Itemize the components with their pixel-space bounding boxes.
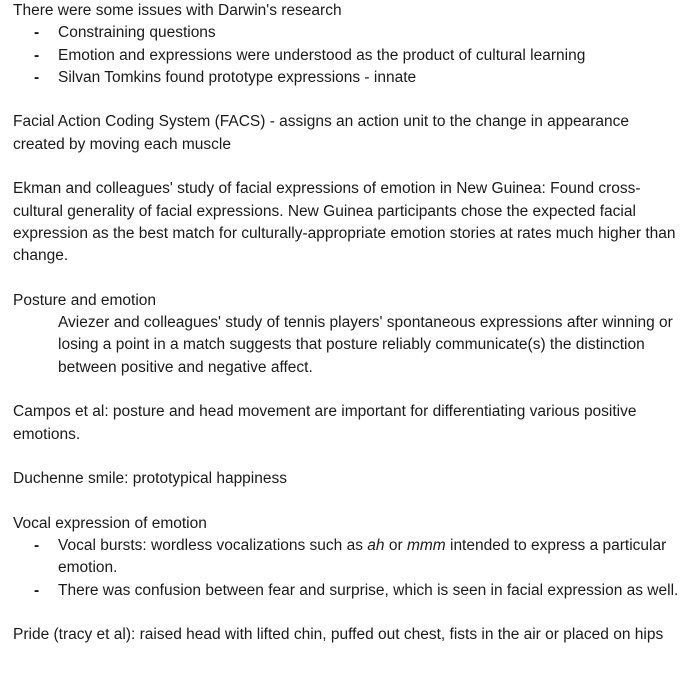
emphasis-text: mmm bbox=[406, 537, 446, 555]
list-item bbox=[34, 535, 683, 580]
duchenne-paragraph: Duchenne smile: prototypical happiness bbox=[13, 470, 287, 488]
text-run: Vocal bursts: wordless vocalizations such as bbox=[58, 537, 368, 555]
dash-bullet: - bbox=[34, 537, 40, 555]
spacer bbox=[13, 379, 683, 401]
spacer bbox=[13, 89, 683, 111]
list-item-text: Emotion and expressions were understood as the product of cultural learning bbox=[58, 46, 586, 64]
vocal-bullet-list bbox=[13, 535, 683, 602]
spacer bbox=[13, 491, 683, 513]
posture-paragraph: Aviezer and colleagues' study of tennis players' spontaneous expressions after winning or losing a point in a match suggests that posture reliably communicate(s) the distinction between positive and negative affect. bbox=[58, 314, 673, 376]
list-item bbox=[34, 22, 683, 44]
list-item bbox=[34, 67, 683, 89]
list-item-text: Constraining questions bbox=[58, 24, 216, 42]
text-run: or bbox=[384, 537, 407, 555]
list-item-text: There was confusion between fear and surprise, which is seen in facial expression as well. bbox=[58, 581, 679, 599]
spacer bbox=[13, 602, 683, 624]
spacer bbox=[13, 446, 683, 468]
emphasis-text: ah bbox=[367, 537, 385, 555]
dash-bullet: - bbox=[34, 46, 40, 64]
spacer bbox=[13, 268, 683, 290]
text-run: intended to express a particular emotion. bbox=[58, 537, 667, 577]
pride-paragraph: Pride (tracy et al): raised head with lifted chin, puffed out chest, fists in the air or placed on hips bbox=[13, 626, 664, 644]
dash-bullet: - bbox=[34, 581, 40, 599]
document-page bbox=[13, 0, 683, 647]
posture-heading: Posture and emotion bbox=[13, 291, 157, 309]
campos-paragraph: Campos et al: posture and head movement are important for differentiating various positive emotions. bbox=[13, 403, 637, 443]
list-item bbox=[34, 580, 683, 602]
darwin-heading: There were some issues with Darwin's research bbox=[13, 2, 342, 19]
list-item bbox=[34, 45, 683, 67]
dash-bullet: - bbox=[34, 24, 40, 42]
list-item-text: Silvan Tomkins found prototype expressions - innate bbox=[58, 68, 417, 86]
darwin-bullet-list bbox=[13, 22, 683, 89]
list-item-text bbox=[58, 537, 666, 576]
vocal-heading: Vocal expression of emotion bbox=[13, 514, 207, 532]
spacer bbox=[13, 156, 683, 178]
dash-bullet: - bbox=[34, 68, 40, 86]
facs-paragraph: Facial Action Coding System (FACS) - assigns an action unit to the change in appearance created by moving each muscle bbox=[13, 113, 630, 153]
ekman-paragraph: Ekman and colleagues' study of facial expressions of emotion in New Guinea: Found cross-cultural generality of facial expressions. New Guinea participants chose the expected facial expression as the best match for culturally-appropriate emotion stories at rates much higher than change. bbox=[13, 180, 676, 265]
